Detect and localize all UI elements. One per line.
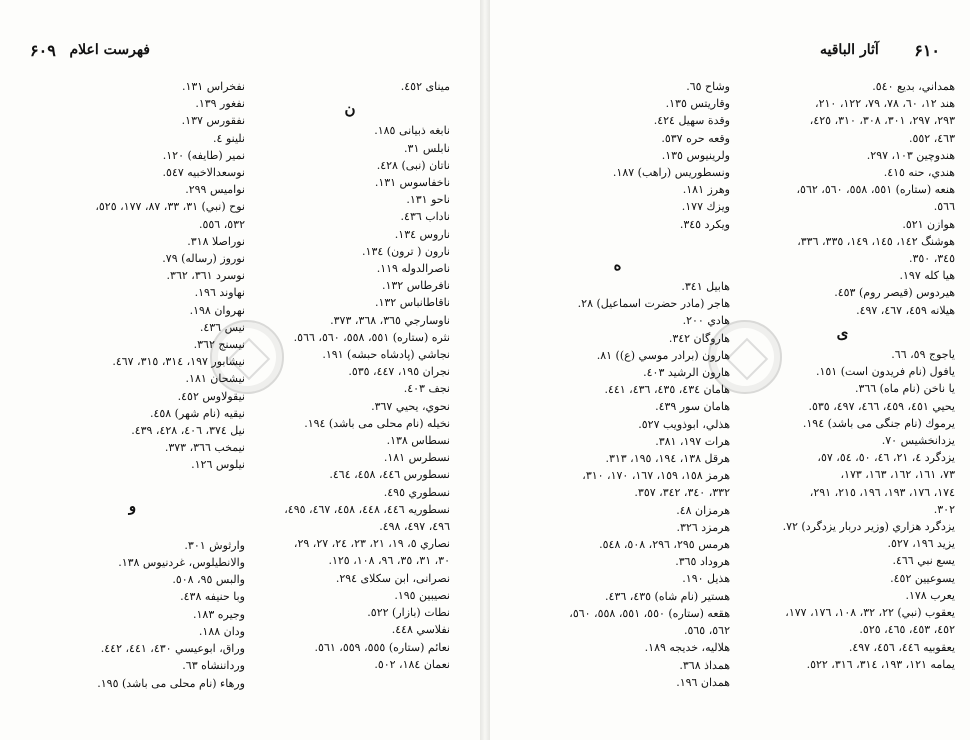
index-entry: يسع نبي ٤٦٦. [892,554,955,568]
index-entry: نجران ١٩٥، ٤٤٧، ٥٣٥. [348,365,450,379]
index-entry: هندوچين ١٠٣، ٢٩٧. [866,148,955,162]
index-entry: هارون (برادر موسي (ع)) ٨١. [596,348,730,362]
index-entry: والانطيلوس، غردنيوس ١٣٨. [118,556,245,570]
index-entry: نعمان ١٨٤، ٥٠٢. [374,657,450,671]
index-entry: نسطاس ١٣٨. [386,434,450,448]
index-entry: نيقولاوس ٤٥٢. [177,389,245,403]
index-entry: نوسعدالاخبيه ٥٤٧. [162,166,245,180]
index-entry: هلاليه، خديجه ١٨٩. [644,641,730,655]
section-letter: ه [613,255,622,274]
index-entry: ورداننشاه ٦٣. [182,659,245,673]
index-entry: نواميس ٢٩٩. [185,183,245,197]
index-entry: نثره (ستاره) ٥٥١، ٥٥٨، ٥٦٠، ٥٦٦. [293,330,450,344]
index-entry: يا ناخن (نام ماه) ٣٦٦. [854,382,955,396]
index-entry: هرمز ١٥٨، ١٥٩، ١٦٧، ١٧٠، ٣١٠، [582,469,730,483]
index-entry: نافرطاس ١٣٢. [381,279,450,293]
index-entry: نجف ٤٠٣. [403,382,450,396]
index-entry: نعائم (ستاره) ٥٥٥، ٥٥٩، ٥٦١. [314,640,450,654]
index-entry: نسطرس ١٨١. [383,451,450,465]
index-entry: وشاح ٦٥. [686,80,730,93]
index-entry: نفخراس ١٣١. [181,80,245,93]
index-entry: نفلاسي ٤٤٨. [391,623,450,637]
index-entry: وقعه حره ٥٣٧. [661,131,730,145]
index-entry: هرات ١٩٧، ٣٨١. [655,434,730,448]
index-entry: يزيد ١٩٦، ٥٢٧. [887,537,955,551]
index-entry: ناحو ١٣١. [406,193,450,207]
index-entry: ونسطوريس (راهب) ١٨٧. [612,166,730,180]
index-entry: هرمزان ٤٨. [676,503,730,517]
index-entry: ناتان (نبی) ٤٢٨. [376,158,450,172]
index-entry: ويزك ١٧٧. [681,200,730,214]
index-entry: نصرانی، ابن سكلاى ٢٩٤. [335,571,450,585]
index-entry: يرموك (نام جنگی می باشد) ١٩٤. [802,416,955,430]
index-entry: هيردوس (قيصر روم) ٤٥٣. [834,286,955,300]
index-entry: نوراصلا ٣١٨. [187,234,245,248]
index-entry: نيشابور ١٩٧، ٣١٤، ٣١٥، ٤٦٧. [112,355,245,369]
index-entry: نسطوري ٤٩٥. [383,485,450,499]
right-page-number: ۶۱۰ [914,40,940,60]
index-entry: نهروان ١٩٨. [189,303,245,317]
index-entry: ودان ١٨٨. [198,624,245,638]
index-entry: يعقوبيه ٤٤٦، ٤٥٦، ٤٩٧. [848,640,955,654]
index-entry: نفقورس ١٣٧. [181,114,245,128]
index-entry: هيا كله ١٩٧. [899,269,955,283]
index-entry: هذلي، ابوذويب ٥٢٧. [638,417,730,431]
index-entry: وقدة سهيل ٤٢٤. [653,114,730,128]
index-entry: هادي ٢٠٠. [682,314,730,328]
index-entry: هاروگان ٣٤٢. [668,331,730,345]
index-entry: هرقل ١٣٨، ١٩٤، ١٩٥، ٣١٣. [605,452,730,466]
index-entry: ولرينيوس ١٣٥. [661,148,730,162]
index-entry: هقعه (ستاره) ٥٥٠، ٥٥١، ٥٥٨، ٥٦٠، [569,606,730,620]
index-entry: ١٧٤، ١٧٦، ١٩٣، ١٩٦، ٢١٥، ٢٩١، [809,485,955,499]
index-entry: همداذ ٣٦٨. [679,658,730,672]
index-entry: وهرز ١٨١. [682,183,730,197]
right-page-column-left [505,78,730,691]
index-entry: هرمزد ٣٢٦. [676,520,730,534]
index-entry: ناوسارجي ٣٦٥، ٣٦٨، ٣٧٣. [330,313,450,327]
index-entry: هستير (نام شاه) ٤٣٥، ٤٣٦. [605,589,730,603]
index-entry: هندي، حنه ٤١٥. [883,166,955,180]
index-entry: ٢٩٣، ٢٩٧، ٣٠١، ٣٠٨، ٣١٠، ٤٢٥، [809,114,955,128]
index-entry: نيشحان ١٨١. [185,372,245,386]
index-entry: نيمخب ٣٦٦، ٣٧٣. [164,441,245,455]
index-entry: هارون الرشيد ٤٠٣. [643,366,730,380]
index-entry: ناصرالدوله ١١٩. [376,262,450,276]
index-entry: نيل ٣٧٤، ٤٠٦، ٤٢٨، ٤٣٩. [131,424,245,438]
index-entry: هروداد ٣٦٥. [675,555,730,569]
index-entry: يافول (نام فريدون است) ١٥١. [815,365,955,379]
index-entry: نطات (بازار) ٥٢٢. [367,606,450,620]
index-entry: ٥٦٢، ٥٦٥. [683,624,730,638]
spacer [20,519,245,537]
index-entry: نوح (نبي) ٣١، ٣٣، ٨٧، ١٧٧، ٥٢٥، [95,200,245,214]
index-entry: هنعه (ستاره) ٥٥١، ٥٥٨، ٥٦٠، ٥٦٢، [796,183,955,197]
index-entry: وجيره ١٨٣. [193,607,245,621]
index-entry: يمامه ١٢١، ١٩٣، ٣١٤، ٣١٦، ٥٢٢. [806,657,955,671]
index-entry: ٥٣٢، ٥٥٦. [198,217,245,231]
index-entry: نجاشي (پادشاه حبشه) ١٩١. [322,348,450,362]
index-entry: نخيله (نام محلی می باشد) ١٩٤. [304,416,450,430]
index-entry: نمير (طايفه) ١٢٠. [162,148,245,162]
left-page-number: ۶۰۹ [30,40,56,60]
index-entry: نصاري ٥، ١٩، ٢١، ٢٣، ٢٤، ٢٧، ٢٩، [293,537,450,551]
section-letter: ن [344,100,356,119]
index-entry: ورهاء (نام محلی می باشد) ١٩٥. [97,676,245,690]
index-entry: ٤٩٦، ٤٩٧، ٤٩٨. [379,520,450,534]
index-entry: وقاريتس ١٣٥. [665,97,730,111]
index-entry: هيلانه ٤٥٩، ٤٦٧، ٤٩٧. [856,303,955,317]
index-entry: هامان سور ٤٣٩. [655,400,730,414]
index-entry: نصيبين ١٩٥. [394,588,450,602]
right-page-title: آثار الباقيه [820,42,879,58]
index-entry: ياجوج ٥٩، ٦٦. [891,348,955,362]
index-entry: وبا حنيفه ٤٣٨. [180,590,245,604]
index-entry: هند ١٢، ٦٠، ٧٨، ٧٩، ١٢٢، ٢١٠، [815,97,955,111]
right-page-header [820,38,940,62]
index-entry: نيسنج ٣٦٢. [193,338,245,352]
book-gutter [480,0,490,740]
index-entry: نوروز (رساله) ٧٩. [162,252,245,266]
index-entry: ناروس ١٣٤. [394,227,450,241]
index-entry: نحوي، يحيي ٣٦٧. [371,399,450,413]
index-entry: نسطوريه ٤٤٦، ٤٤٨، ٤٥٨، ٤٦٧، ٤٩٥، [284,502,450,516]
index-entry: يزدانخشيس ٧٠. [881,434,955,448]
index-entry: هاجر (مادر حضرت اسماعيل) ٢٨. [577,297,730,311]
index-entry: نيس ٤٣٦. [199,320,245,334]
index-entry: يزدگرد هزاري (وزير دربار يزدگرد) ٧٢. [782,520,955,534]
index-entry: هوشنگ ١٤٢، ١٤٥، ١٤٩، ٣٣٥، ٣٣٦، [797,234,955,248]
index-entry: هامان ٤٣٤، ٤٣٥، ٤٣٦، ٤٤١. [604,383,730,397]
index-entry: نيلوس ١٢٦. [191,458,245,472]
index-entry: يعقوب (نبي) ٢٢، ٣٢، ١٠٨، ١٧٦، ١٧٧، [785,606,955,620]
index-entry: يسوعيين ٤٥٢. [890,571,955,585]
index-entry: نفغور ١٣٩. [195,97,245,111]
index-entry: نلينو ٤. [213,131,245,145]
index-entry: ٥٦٦. [933,200,955,214]
index-entry: ٣٠٢. [933,502,955,516]
index-entry: ٣٠، ٣١، ٣٥، ٩٦، ١٠٨، ١٢٥. [328,554,450,568]
index-entry: والبس ٩٥، ٥٠٨. [172,573,245,587]
index-entry: نيقيه (نام شهر) ٤٥٨. [149,406,245,420]
index-entry: نابلس ٣١. [404,141,450,155]
right-page [490,0,970,740]
index-entry: هوازن ٥٢١. [902,217,955,231]
index-entry: نهاوند ١٩٦. [194,286,245,300]
left-page-column-left [20,78,245,692]
index-entry: يحيي ٤٥١، ٤٥٩، ٤٦٦، ٤٩٧، ٥٣٥. [808,399,955,413]
index-entry: همداني، بديع ٥٤٠. [872,80,955,93]
right-page-column-right [730,78,955,673]
index-entry: هابيل ٣٤١. [681,280,730,294]
left-page-column-right [250,78,450,673]
index-entry: ناقاطانباس ١٣٢. [374,296,450,310]
index-entry: وارثوش ٣٠١. [184,538,245,552]
left-page-title: فهرست اعلام [69,42,150,58]
index-entry: نوسرد ٣٦١، ٣٦٢. [166,269,245,283]
section-letter: و [128,496,137,515]
index-entry: ٤٥٢، ٤٥٣، ٤٦٥، ٥٢٥. [859,623,955,637]
index-entry: ناخفاسوس ١٣١. [374,176,450,190]
index-entry: هذيل ١٩٠. [682,572,730,586]
index-entry: ويكرد ٣٤٥. [679,217,730,231]
index-entry: ناداب ٤٣٦. [400,210,450,224]
section-letter: ى [836,323,849,342]
left-page [0,0,480,740]
index-entry: وراق، ابوعيسي ٤٣٠، ٤٤١، ٤٤٢. [100,642,245,656]
index-entry: يعرب ١٧٨. [905,588,955,602]
index-entry: ٧٣، ١٦١، ١٦٢، ١٦٣، ١٧٣، [840,468,955,482]
index-entry: ٣٤٥، ٣٥٠. [908,252,955,266]
index-entry: نسطورس ٤٤٦، ٤٥٨، ٤٦٤. [329,468,450,482]
index-entry: مینای ٤٥٢. [400,80,450,93]
spacer [505,233,730,251]
index-entry: ٣٣٢، ٣٤٠، ٣٤٢، ٣٥٧. [634,486,730,500]
spacer [20,474,245,492]
index-entry: نارون ( ترون) ١٣٤. [362,244,450,258]
index-entry: ٤٦٣، ٥٥٢. [908,131,955,145]
index-entry: نابغه ذبیانی ١٨٥. [374,124,450,138]
index-entry: هرمس ٢٩٥، ٢٩٦، ٥٠٨، ٥٤٨. [599,538,730,552]
left-page-header [30,38,150,62]
index-entry: يزدگرد ٤، ٢١، ٤٦، ٥٠، ٥٤، ٥٧، [817,451,955,465]
index-entry: همدان ١٩٦. [676,675,730,689]
